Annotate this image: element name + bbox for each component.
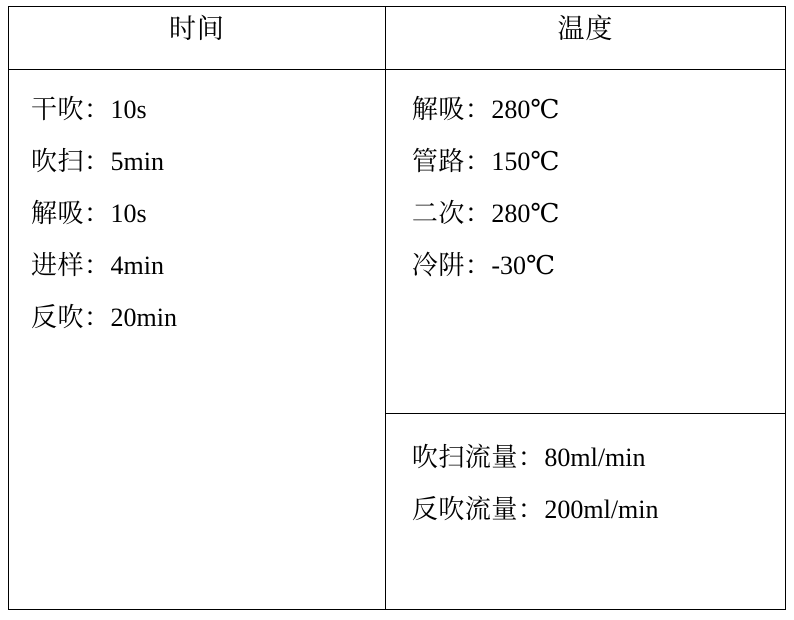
column-header-time: 时间 [9, 7, 386, 70]
time-list [9, 70, 385, 354]
list-item [412, 484, 785, 536]
flow-label-backflush: 反吹流量： [411, 494, 545, 524]
temp-label-transfer-line: 管路： [411, 147, 492, 176]
time-value-dry-purge: 10s [110, 95, 147, 124]
time-label-inject: 进样： [31, 251, 111, 280]
table-body-row [9, 70, 786, 414]
temperature-cell [385, 70, 785, 414]
list-item [412, 84, 785, 136]
time-cell [9, 70, 386, 610]
time-label-purge: 吹扫： [31, 147, 111, 176]
temp-label-desorb: 解吸： [411, 95, 492, 124]
flow-value-backflush: 200ml/min [544, 494, 659, 524]
list-item [412, 432, 785, 484]
flow-value-purge: 80ml/min [544, 442, 646, 472]
column-header-temperature: 温度 [385, 7, 785, 70]
temp-value-transfer-line: 150℃ [491, 147, 560, 176]
flow-cell [385, 413, 785, 609]
list-item [412, 136, 785, 188]
time-value-desorb: 10s [110, 199, 147, 228]
temp-value-cold-trap: -30℃ [491, 251, 556, 280]
temp-label-cold-trap: 冷阱： [411, 251, 492, 280]
temp-value-secondary: 280℃ [491, 199, 560, 228]
time-value-backflush: 20min [110, 303, 177, 332]
list-item [31, 136, 385, 188]
time-label-backflush: 反吹： [31, 303, 111, 332]
temperature-list [386, 70, 785, 302]
list-item [31, 240, 385, 292]
flow-label-purge: 吹扫流量： [411, 442, 545, 472]
time-value-purge: 5min [110, 147, 164, 176]
time-label-dry-purge: 干吹： [31, 95, 111, 124]
list-item [412, 188, 785, 240]
flow-list [386, 414, 785, 546]
parameter-table [8, 6, 786, 610]
list-item [31, 84, 385, 136]
temp-label-secondary: 二次： [411, 199, 492, 228]
time-label-desorb: 解吸： [31, 199, 111, 228]
list-item [412, 240, 785, 292]
temp-value-desorb: 280℃ [491, 95, 560, 124]
table-header-row [9, 7, 786, 70]
list-item [31, 188, 385, 240]
list-item [31, 292, 385, 344]
time-value-inject: 4min [110, 251, 164, 280]
